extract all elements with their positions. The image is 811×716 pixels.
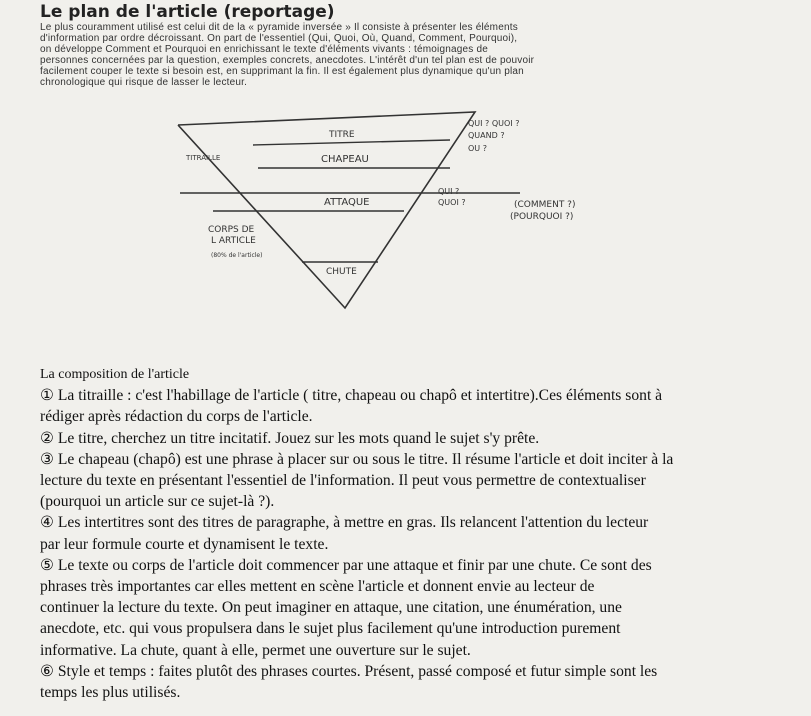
- label-corps-2: L ARTICLE: [211, 236, 256, 246]
- label-titre: TITRE: [329, 130, 355, 140]
- body-line: ② Le titre, cherchez un titre incitatif. Jouez sur les mots quand le sujet s'y prête.: [40, 429, 540, 447]
- label-titraille: TITRAILLE: [186, 154, 221, 162]
- label-comment: (COMMENT ?): [514, 200, 576, 210]
- composition-section: [40, 364, 805, 703]
- body-line: ③ Le chapeau (chapô) est une phrase à placer sur ou sous le titre. Il résume l'article et doit inciter à la: [40, 450, 674, 468]
- intro-line: personnes concernées par la question, exemples concrets, anecdotes. L'intérêt d'un tel plan est de pouvoir: [40, 55, 535, 66]
- body-line: par leur formule courte et dynamisent le texte.: [40, 535, 329, 553]
- intro-line: on développe Comment et Pourquoi en enrichissant le texte d'éléments vivants : témoignages de: [40, 44, 488, 55]
- label-corps-3: (80% de l'article): [211, 252, 263, 259]
- body-line: informative. La chute, quant à elle, permet une ouverture sur le sujet.: [40, 641, 471, 659]
- label-pourquoi: (POURQUOI ?): [510, 212, 574, 222]
- intro-line: Le plus couramment utilisé est celui dit de la « pyramide inversée » Il consiste à présenter les éléments: [40, 22, 518, 33]
- body-line: lecture du texte en présentant l'essentiel de l'information. Il peut vous permettre de contextualiser: [40, 472, 646, 490]
- body-line: ④ Les intertitres sont des titres de paragraphe, à mettre en gras. Ils relancent l'attention du lecteur: [40, 514, 649, 532]
- label-attaque: ATTAQUE: [324, 197, 370, 208]
- body-line: temps les plus utilisés.: [40, 684, 181, 702]
- label-ou: OU ?: [468, 144, 487, 153]
- body-line: phrases très importantes car elles mettent en scène l'article et donnent envie au lecteur de: [40, 578, 595, 596]
- body-line: ① La titraille : c'est l'habillage de l'article ( titre, chapeau ou chapô et intertitre).Ces éléments sont à: [40, 387, 663, 405]
- label-qui-quoi: QUI ? QUOI ?: [468, 119, 520, 128]
- body-line: (pourquoi un article sur ce sujet-là ?).: [40, 493, 275, 511]
- body-line: ⑥ Style et temps : faites plutôt des phrases courtes. Présent, passé composé et futur simple sont les: [40, 662, 658, 680]
- body-line: ⑤ Le texte ou corps de l'article doit commencer par une attaque et finir par une chute. Ce sont des: [40, 556, 652, 574]
- body-line: rédiger après rédaction du corps de l'article.: [40, 408, 313, 426]
- body-line: anecdote, etc. qui vous propulsera dans le sujet plus facilement qu'une introduction purement: [40, 620, 621, 638]
- label-quand: QUAND ?: [468, 131, 505, 140]
- label-corps-1: CORPS DE: [208, 225, 255, 235]
- intro-line: d'information par ordre décroissant. On part de l'essentiel (Qui, Quoi, Où, Quand, Comment, Pourquoi),: [40, 33, 518, 44]
- body-line: continuer la lecture du texte. On peut imaginer en attaque, une citation, une énumération, une: [40, 599, 622, 617]
- label-chapeau: CHAPEAU: [321, 154, 369, 165]
- label-chute: CHUTE: [326, 267, 357, 277]
- section-heading: La composition de l'article: [40, 367, 190, 382]
- pyramid-divider-1: [253, 140, 450, 145]
- label-qui: QUI ?: [438, 187, 460, 196]
- intro-line: chronologique qui risque de lasser le lecteur.: [40, 77, 248, 88]
- intro-line: facilement couper le texte si besoin est, en supprimant la fin. Il est également plus dynamique qu'un plan: [40, 66, 524, 77]
- label-quoi: QUOI ?: [438, 198, 466, 207]
- pyramid-outline: [178, 112, 475, 308]
- page-title: Le plan de l'article (reportage): [40, 2, 335, 22]
